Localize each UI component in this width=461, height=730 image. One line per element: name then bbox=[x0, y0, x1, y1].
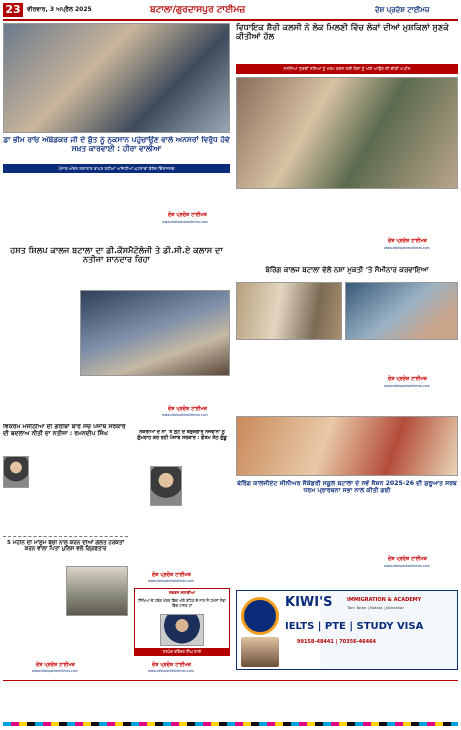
kalsi-url: www.deshpardeshtimes.com bbox=[384, 246, 430, 250]
hast-shilp-photo bbox=[80, 290, 230, 376]
kalsi-photo bbox=[236, 77, 458, 189]
bering-photo bbox=[236, 282, 342, 340]
murder-body bbox=[3, 566, 63, 602]
bering-brand: ਦੇਸ਼ ਪ੍ਰਦੇਸ਼ ਟਾਈਮਜ਼ bbox=[388, 376, 427, 382]
notice-name: ਸਵਰਨ ਸਲਾਰੀਆ bbox=[168, 590, 196, 595]
hast-shilp-url: www.deshpardeshtimes.com bbox=[162, 413, 208, 417]
naukri-photo bbox=[150, 466, 182, 506]
session-photo bbox=[236, 416, 458, 476]
kiwis-subtitle: IMMIGRATION & ACADEMY bbox=[347, 597, 422, 603]
ambedkar-body bbox=[3, 176, 77, 238]
hast-shilp-body bbox=[80, 380, 154, 416]
session-headline: ਬੇਰਿੰਗ ਕਾਲਜੀਏਟ ਸੀਨੀਅਰ ਸੈਕੰਡਰੀ ਸਕੂਲ ਬਟਾਲਾ ਦੇ ਨਵੇਂ ਸੈਸ਼ਨ 2025-26 ਦੀ ਸ਼ੁਰੂਆਤ ਸਰਬ ਧਰਮ ਪ੍ਰਾਰਥਨਾ ਸਭਾ ਨਾਲ ਕੀਤੀ ਗਈ bbox=[237, 480, 457, 495]
session-brand: ਦੇਸ਼ ਪ੍ਰਦੇਸ਼ ਟਾਈਮਜ਼ bbox=[388, 556, 427, 562]
kalsi-brand: ਦੇਸ਼ ਪ੍ਰਦੇਸ਼ ਟਾਈਮਜ਼ bbox=[388, 238, 427, 244]
notice-body: ਸਿੱਖਿਆ ਦੇ ਹਰੇਕ ਖੇਤਰ ਵਿੱਚ ਅੱਗੇ ਰਹਿਣ ਦੇ ਨਾਲ ਮੈਂ ਹਮੇਸ਼ਾਂ ਸੇਵਾ ਵਿੱਚ ਹਾਜ਼ਰ ਹਾਂ bbox=[138, 598, 226, 608]
masthead-logo: ਦੇਸ਼ ਪ੍ਰਦੇਸ਼ ਟਾਈਮਜ਼ bbox=[375, 6, 430, 14]
ambedkar-photo bbox=[3, 23, 230, 133]
ambedkar-body bbox=[157, 176, 230, 206]
kiwis-logo-badge bbox=[241, 597, 279, 635]
session-body bbox=[311, 504, 383, 582]
bering-headline: ਬੇਰਿੰਗ ਕਾਲਜ ਬਟਾਲਾ ਵੱਲੋਂ ਨਸ਼ਾ ਮੁਕਤੀ 'ਤੇ ਸੈਮੀਨਾਰ ਕਰਵਾਇਆ bbox=[265, 266, 429, 274]
divider bbox=[3, 536, 128, 537]
ambedkar-url: www.deshpardeshtimes.com bbox=[162, 220, 208, 224]
color-strip bbox=[3, 722, 458, 726]
session-body bbox=[386, 504, 458, 550]
page-number: 23 bbox=[3, 3, 23, 17]
naukri-url: www.deshpardeshtimes.com bbox=[148, 579, 194, 583]
ambedkar-headline: ਡਾ ਭੀਮ ਰਾਓ ਅੰਬੇਡਕਰ ਜੀ ਦੇ ਬੁੱਤ ਨੂੰ ਨੁਕਸਾਨ ਪਹੁੰਚਾਉਣ ਵਾਲੇ ਅਨਸਰਾਂ ਵਿਰੁੱਧ ਹੋਵੇ ਸਖ਼ਤ ਕਾਰਵਾਈ : ਹੀਰਾ ਵਾਲੀਆ bbox=[3, 136, 230, 153]
kalsi-headline: ਵਿਧਾਇਕ ਸ਼ੈਰੀ ਕਲਸੀ ਨੇ ਲੋਕ ਮਿਲਣੀ ਵਿੱਚ ਲੋਕਾਂ ਦੀਆਂ ਮੁਸ਼ਕਿਲਾਂ ਸੁਣਕੇ ਕੀਤੀਆਂ ਹੱਲ bbox=[236, 23, 449, 42]
session-url: www.deshpardeshtimes.com bbox=[384, 564, 430, 568]
bering-body bbox=[236, 343, 308, 413]
kalsi-body bbox=[236, 192, 308, 266]
kiwis-phone: 99158-48441 | 70356-46464 bbox=[297, 639, 377, 645]
bottom-rule bbox=[3, 680, 458, 681]
naukri-headline: ਨੌਕਰੀਆਂ ਦੇ ਨਾਂ 'ਤੇ ਲੁੱਟ ਦੇ ਬੇਰੁਜ਼ਗਾਰ ਨੌਜਵਾਨਾਂ ਨੂੰ ਗੁੰਮਰਾਹ ਕਰ ਰਹੀ ਪੰਜਾਬ ਸਰਕਾਰ : ਗੌਤਮ ਸੇਠ ਗੁੱਡੂ bbox=[137, 430, 227, 441]
bering-photo bbox=[345, 282, 458, 340]
notice-photo bbox=[160, 614, 204, 646]
murder-brand: ਦੇਸ਼ ਪ੍ਰਦੇਸ਼ ਟਾਈਮਜ਼ bbox=[36, 662, 75, 668]
issue-date: ਵੀਰਵਾਰ, 3 ਅਪ੍ਰੈਲ 2025 bbox=[27, 6, 92, 13]
kiwis-location: Tarn Taran | Batala | Jalandhar bbox=[347, 605, 404, 610]
notice-footer: ਸਰਪੰਚ ਰਵਿੰਦਰ ਸਿੰਘ ਲਾਲੀ bbox=[134, 648, 230, 656]
ambedkar-strap: ਪੰਜਾਬ ਅੰਦਰ ਲਗਾਤਾਰ ਵਾਪਰ ਰਹੀਆਂ ਅਜਿਹੀਆਂ ਘਟਨਾਵਾਂ ਬੇਹੱਦ ਚਿੰਤਾਜਨਕ bbox=[3, 164, 230, 173]
murder-body bbox=[3, 620, 128, 660]
bering-url: www.deshpardeshtimes.com bbox=[384, 384, 430, 388]
kalsi-body bbox=[386, 192, 458, 232]
section-title: ਬਟਾਲਾ/ਗੁਰਦਾਸਪੁਰ ਟਾਈਮਜ਼ bbox=[150, 5, 246, 15]
kalsi-body bbox=[311, 192, 383, 266]
kiwis-student-photo bbox=[241, 637, 279, 667]
murder-url: www.deshpardeshtimes.com bbox=[32, 669, 78, 673]
naukri-brand: ਦੇਸ਼ ਪ੍ਰਦੇਸ਼ ਟਾਈਮਜ਼ bbox=[152, 572, 191, 578]
kiwis-ad bbox=[236, 590, 458, 670]
hast-shilp-body bbox=[3, 290, 77, 380]
notice-url: www.deshpardeshtimes.com bbox=[148, 669, 194, 673]
hast-shilp-brand: ਦੇਸ਼ ਪ੍ਰਦੇਸ਼ ਟਾਈਮਜ਼ bbox=[168, 406, 207, 412]
murder-headline: 5 ਮਹੀਨੇ ਦੀ ਮਾਸੂਮ ਬੱਚੀ ਨਾਲ ਕਰਨ ਦੀਆਂ ਗਲਤ ਹਰਕਤਾਂ ਕਰਨ ਵਾਲਾ ਪਿਤਾ ਪੁਲਿਸ ਵਲੋਂ ਗ੍ਰਿਫਤਾਰ bbox=[6, 540, 125, 553]
bering-body bbox=[386, 343, 458, 371]
kiwis-services: IELTS | PTE | STUDY VISA bbox=[285, 621, 424, 632]
vikram-body bbox=[3, 490, 128, 532]
notice-brand: ਦੇਸ਼ ਪ੍ਰਦੇਸ਼ ਟਾਈਮਜ਼ bbox=[152, 662, 191, 668]
masthead-rule bbox=[3, 19, 458, 21]
session-body bbox=[236, 504, 308, 582]
ambedkar-brand: ਦੇਸ਼ ਪ੍ਰਦੇਸ਼ ਟਾਈਮਜ਼ bbox=[168, 212, 207, 218]
ambedkar-body bbox=[80, 176, 154, 238]
naukri-body bbox=[134, 508, 230, 568]
murder-photo bbox=[66, 566, 128, 616]
hast-shilp-headline: ਹਸਤ ਸ਼ਿਲਪ ਕਾਲਜ ਬਟਾਲਾ ਦਾ ਡੀ.ਕੌਸਮੈਟੋਲੋਜੀ ਤੇ ਡੀ.ਸੀ.ਏ ਕਲਾਸ ਦਾ ਨਤੀਜਾ ਸ਼ਾਨਦਾਰ ਰਿਹਾ bbox=[10, 246, 223, 265]
vikram-headline: ਵਿਕਰਮ ਮਜੀਠੀਆ ਦੀ ਗਰੀਬਾਂ ਬਾਰੇ ਸੋਚ ਪੰਜਾਬ ਸਰਕਾਰ ਦੀ ਬਦਲਾਅ ਨੀਤੀ ਦਾ ਨਤੀਜਾ : ਰਮਨਦੀਪ ਸਿੰਘ bbox=[3, 424, 126, 437]
kiwis-title: KIWI'S bbox=[285, 595, 333, 610]
bering-body bbox=[311, 343, 383, 413]
vikram-body bbox=[32, 456, 128, 488]
vikram-photo bbox=[3, 456, 29, 488]
hast-shilp-body bbox=[157, 380, 230, 404]
kalsi-strap: ਸਮੱਸਿਆ ਸੁਣਦੀ ਨਸ਼ਿਆਂ ਨੂੰ ਖਤਮ ਕਰਨ ਲਈ ਲੋਕਾਂ ਨੂੰ ਅੱਗੇ ਆਉਣ ਦੀ ਕੀਤੀ ਅਪੀਲ bbox=[236, 64, 458, 74]
